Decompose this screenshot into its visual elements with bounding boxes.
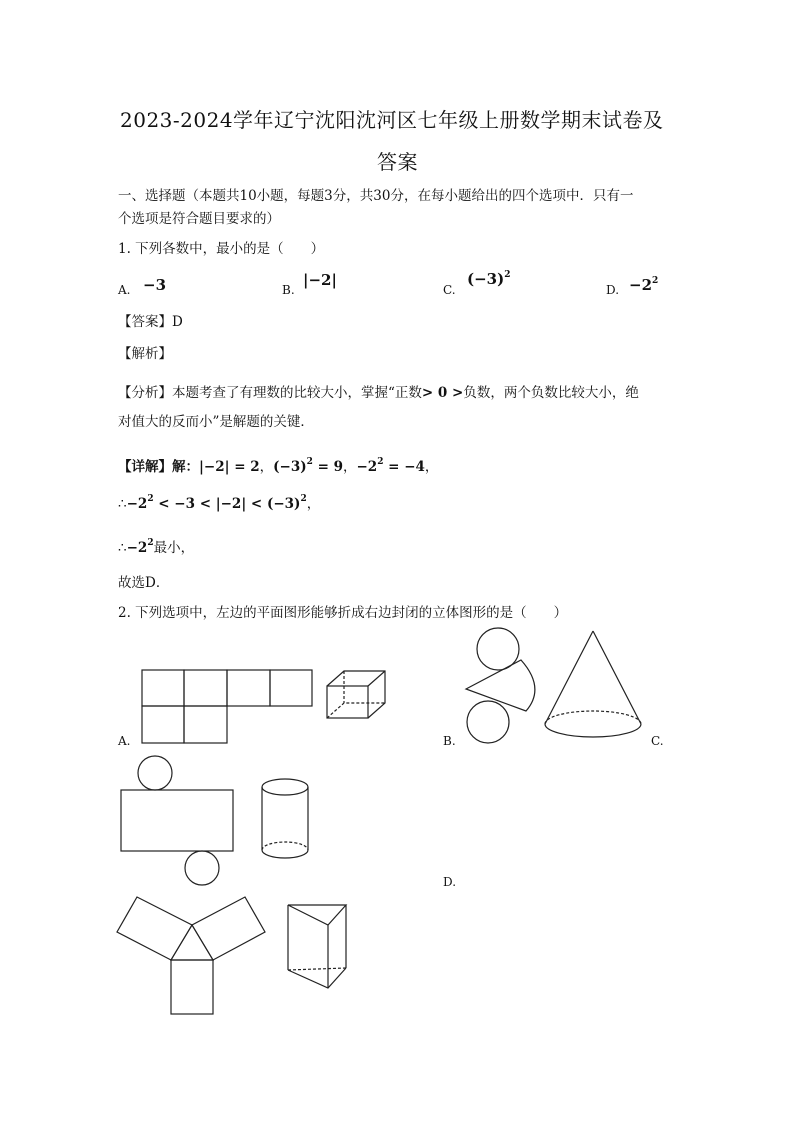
section-heading: 一、选择题（本题共10小题，每题3分，共30分，在每小题给出的四个选项中．只有一 — [118, 188, 634, 204]
q1-analysis-line1: 【分析】本题考查了有理数的比较大小，掌握“正数> 0 >负数，两个负数比较大小，绝 — [118, 385, 639, 401]
q1-inequality: $\therefore-2^2 < -3 < |-2| < (-3)^2$， — [118, 494, 321, 512]
q2-stem: 2. 下列选项中，左边的平面图形能够折成右边封闭的立体图形的是（ ） — [118, 605, 568, 621]
cylinder-net — [121, 756, 233, 885]
page-title-cont: 答案 — [377, 150, 418, 174]
q1-option-a-label: A. — [118, 283, 131, 297]
q2-option-a-label: A. — [118, 734, 131, 748]
prism-net — [117, 897, 265, 1014]
triangular-prism — [288, 905, 346, 988]
cone-net — [466, 628, 535, 743]
q1-detail-m2: $(-3)^2 = 9$ — [273, 457, 343, 475]
q1-conclusion: 故选D． — [118, 575, 170, 591]
q1-option-a-expr: −3 — [143, 276, 167, 294]
q1-detail-line: 【详解】解：|−2| = 2，$(-3)^2 = 9$，$-2^2 = -4$， — [118, 457, 439, 475]
q1-analysis-heading: 【解析】 — [118, 346, 172, 362]
q1-option-c-label: C. — [443, 283, 456, 297]
page-title: 2023-2024学年辽宁沈阳沈河区七年级上册数学期末试卷及 — [120, 108, 664, 132]
q1-option-b-expr: |−2| — [303, 271, 337, 289]
q1-option-d-label: D. — [606, 283, 620, 297]
section-heading-cont: 个选项是符合题目要求的） — [118, 211, 280, 227]
cube-net — [142, 670, 312, 743]
q1-answer: 【答案】D — [118, 314, 183, 330]
cube — [327, 671, 385, 718]
cylinder — [262, 779, 308, 858]
q1-option-b-label: B. — [282, 283, 295, 297]
q1-option-d-expr: $-2^2$ — [629, 276, 659, 294]
q1-stem: 1. 下列各数中，最小的是（ ） — [118, 241, 325, 257]
q1-detail-m3: $-2^2 = -4$ — [356, 457, 425, 475]
q1-analysis-line2: 对值大的反而小”是解题的关键． — [118, 414, 314, 430]
q1-option-c-expr: $(-3)^2$ — [467, 270, 511, 288]
q1-minimum: $\therefore-2^2$最小， — [118, 538, 195, 556]
q2-option-c-label: C. — [651, 734, 664, 748]
q2-option-b-label: B. — [443, 734, 456, 748]
q2-option-d-label: D. — [443, 875, 457, 889]
cone — [545, 631, 641, 737]
